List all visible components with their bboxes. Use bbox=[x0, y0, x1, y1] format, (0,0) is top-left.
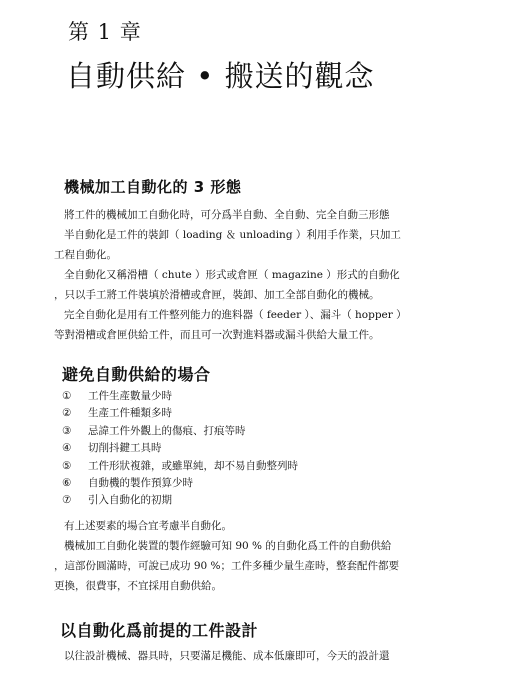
text-line: 半自動化是工件的裝卸（ loading ＆ unloading ）利用手作業，只加工 bbox=[64, 229, 401, 241]
text-line: 將工件的機械加工自動化時，可分爲半自動、全自動、完全自動三形態 bbox=[64, 209, 390, 221]
text-line: ，這部份圓滿時，可說已成功 90 %；工件多種少量生產時，整套配件都要 bbox=[54, 560, 400, 572]
list-marker: ④ bbox=[62, 442, 72, 455]
list-item-text: 忌諱工件外觀上的傷痕、打痕等時 bbox=[88, 424, 246, 437]
list-item bbox=[62, 475, 298, 492]
text-line: 完全自動化是用有工件整列能力的進料器（ feeder ）、漏斗（ hopper ） bbox=[64, 309, 407, 321]
list-item-text: 工件生產數量少時 bbox=[88, 390, 172, 402]
list-item-text: 切削抖鍵工具時 bbox=[88, 442, 162, 455]
paragraph-design-for-automation bbox=[54, 646, 474, 666]
list-item-text: 工件形狀複雜，或雖單純，却不易自動整列時 bbox=[88, 459, 298, 472]
text-line: 更換，很費事，不宜採用自動供給。 bbox=[54, 580, 222, 592]
text-line: 全自動化又稱滑槽（ chute ）形式或倉匣（ magazine ）形式的自動化 bbox=[64, 269, 400, 281]
text-line: 工程自動化。 bbox=[54, 249, 117, 261]
section-heading-avoid-auto-feed: 避免自動供給的場合 bbox=[62, 365, 211, 384]
list-marker: ⑦ bbox=[62, 494, 72, 507]
paragraph-semi-auto-recommendation bbox=[54, 516, 474, 596]
list-item bbox=[62, 440, 298, 457]
list-item bbox=[62, 388, 298, 405]
list-item-text: 生產工件種類多時 bbox=[88, 407, 172, 420]
text-line: 有上述要素的場合宜考慮半自動化。 bbox=[64, 520, 232, 532]
text-line: 機械加工自動化裝置的製作經驗可知 90 % 的自動化爲工件的自動供給 bbox=[64, 540, 392, 552]
text-line: ，只以手工將工件裝填於滑槽或倉匣，裝卸、加工全部自動化的機械。 bbox=[54, 289, 380, 301]
chapter-title: 自動供給 • 搬送的觀念 bbox=[66, 59, 375, 93]
list-item bbox=[62, 492, 298, 509]
list-marker: ⑤ bbox=[62, 459, 72, 472]
section-heading-three-forms: 機械加工自動化的 3 形態 bbox=[64, 178, 242, 196]
list-item bbox=[62, 458, 298, 475]
list-marker: ③ bbox=[62, 424, 72, 437]
list-item-text: 引入自動化的初期 bbox=[88, 494, 172, 507]
section-heading-design-for-automation: 以自動化爲前提的工件設計 bbox=[60, 621, 259, 640]
list-marker: ⑥ bbox=[62, 476, 72, 489]
text-line: 以往設計機械、器具時，只要滿足機能、成本低廉即可，今天的設計還 bbox=[64, 650, 390, 662]
paragraph-three-forms bbox=[54, 205, 474, 345]
list-item-text: 自動機的製作預算少時 bbox=[88, 476, 193, 489]
list-marker: ② bbox=[62, 407, 72, 420]
list-item bbox=[62, 405, 298, 422]
list-marker: ① bbox=[62, 390, 72, 402]
list-item bbox=[62, 423, 298, 440]
chapter-number: 第 1 章 bbox=[68, 20, 142, 44]
avoid-cases-list bbox=[62, 388, 298, 510]
text-line: 等對滑槽或倉匣供給工件，而且可一次對進料器或漏斗供給大量工件。 bbox=[54, 329, 380, 341]
